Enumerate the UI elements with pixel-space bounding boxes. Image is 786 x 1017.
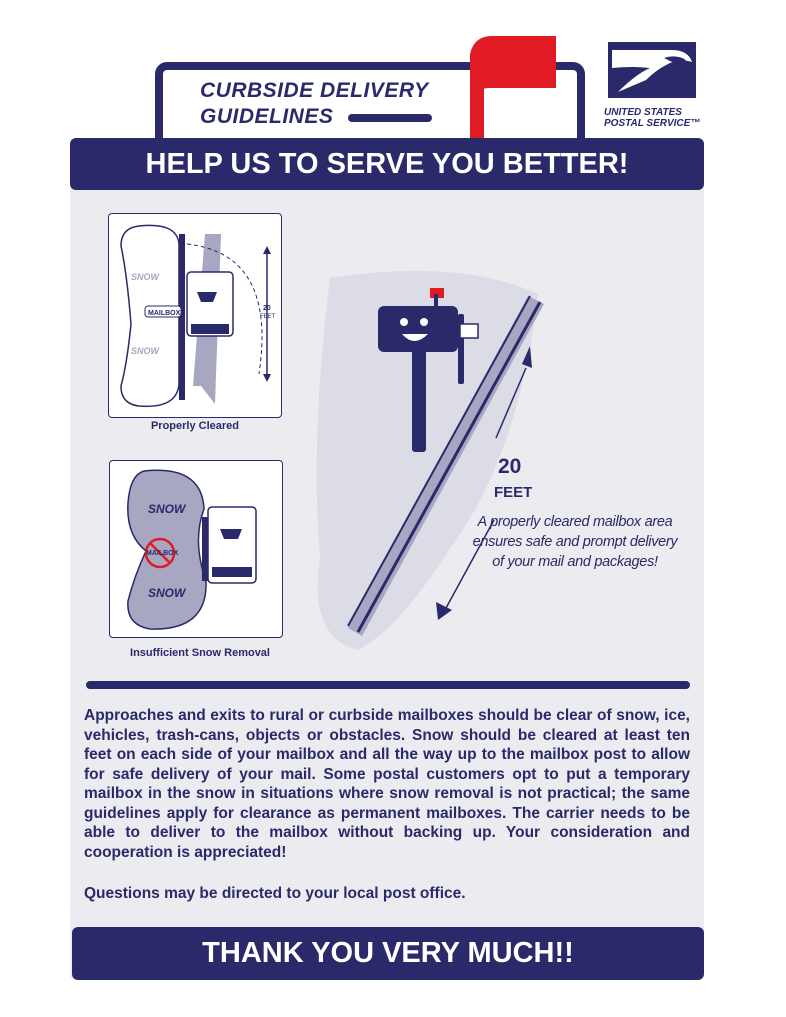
- scene-distance-number: 20: [498, 455, 522, 478]
- insufficient-mailbox-label: MAILBOX: [146, 550, 179, 557]
- header-title-line2: GUIDELINES: [200, 105, 334, 128]
- eagle-icon: [602, 40, 698, 102]
- title-dash-decoration: [348, 114, 432, 122]
- cleared-mailbox-label: MAILBOX: [148, 310, 181, 317]
- section-divider: [86, 681, 690, 689]
- diagram-properly-cleared: [108, 213, 282, 418]
- usps-logo: [602, 40, 702, 129]
- caption-insufficient-removal: Insufficient Snow Removal: [130, 647, 270, 659]
- cleared-diagram-illustration: [109, 214, 281, 417]
- scene-distance-unit: FEET: [494, 484, 533, 501]
- header-title-line1: CURBSIDE DELIVERY: [200, 79, 429, 102]
- guidelines-body-text: Approaches and exits to rural or curbside mailboxes should be clear of snow, ice, vehicles, trash-cans, objects or obstacles. Snow should be cleared at least ten feet on each side of your mailbox and all the way up to the mailbox post to allow for safe delivery of your mail. Some postal customers opt to put a temporary mailbox in the snow in situations where snow removal is not practical; the same guidelines apply for clearance as permanent mailboxes. The carrier needs to be able to deliver to the mailbox without backing up. Your consideration and cooperation is appreciated!: [84, 707, 690, 861]
- cleared-snow-top-label: SNOW: [131, 272, 159, 282]
- usps-logo-line1: UNITED STATES: [604, 107, 682, 118]
- insufficient-snow-bottom-label: SNOW: [148, 586, 186, 600]
- usps-logo-line2: POSTAL SERVICE™: [604, 118, 701, 129]
- insufficient-diagram-illustration: [110, 461, 282, 637]
- diagram-insufficient-removal: [109, 460, 283, 638]
- cleared-distance-number: 20: [263, 305, 271, 312]
- questions-text: Questions may be directed to your local post office.: [84, 885, 466, 902]
- cleared-distance-unit: FEET: [260, 314, 276, 320]
- caption-properly-cleared: Properly Cleared: [150, 420, 240, 432]
- mailbox-flag-icon: [462, 34, 560, 144]
- scene-caption: A properly cleared mailbox area ensures safe and prompt delivery of your mail and packages!: [472, 514, 678, 570]
- header-title: [200, 78, 429, 130]
- bottom-banner: THANK YOU VERY MUCH!!: [72, 927, 704, 980]
- mailbox-scene-illustration: [300, 258, 600, 658]
- top-banner: HELP US TO SERVE YOU BETTER!: [70, 138, 704, 190]
- insufficient-snow-top-label: SNOW: [148, 502, 186, 516]
- cleared-snow-bottom-label: SNOW: [131, 346, 159, 356]
